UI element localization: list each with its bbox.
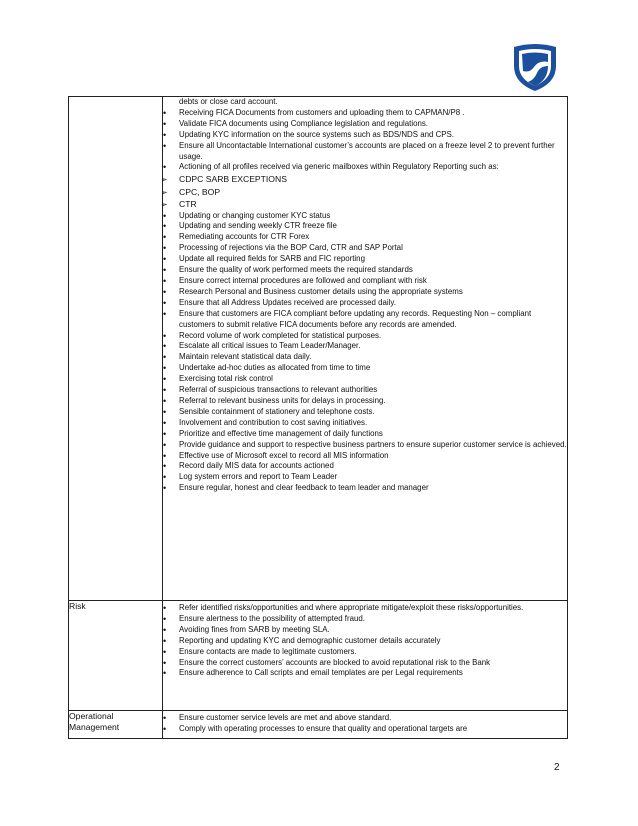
list-item bbox=[163, 108, 567, 119]
list-item bbox=[163, 385, 567, 396]
list-item bbox=[163, 232, 567, 243]
list-item bbox=[163, 429, 567, 440]
list-item-text: Ensure that customers are FICA compliant before updating any records. Requesting Non – compliant customers to submit relative FICA documents before any records are amended. bbox=[179, 308, 532, 329]
row-label-operational-management: Operational Management bbox=[69, 711, 163, 739]
list-item bbox=[163, 461, 567, 472]
arrow-bullet-icon bbox=[163, 173, 175, 186]
bullet-icon bbox=[163, 309, 175, 321]
row-label bbox=[69, 97, 163, 601]
list-item bbox=[163, 603, 567, 614]
row-content bbox=[163, 601, 568, 711]
list-item-text: Effective use of Microsoft excel to record all MIS information bbox=[179, 450, 389, 460]
list-item bbox=[163, 341, 567, 352]
list-item bbox=[163, 130, 567, 141]
list-item-text: Reporting and updating KYC and demographic customer details accurately bbox=[179, 635, 441, 645]
list-item bbox=[163, 724, 567, 735]
list-item-text: Undertake ad-hoc duties as allocated from time to time bbox=[179, 363, 371, 373]
list-item bbox=[163, 119, 567, 130]
list-item-text: Processing of rejections via the BOP Card, CTR and SAP Portal bbox=[179, 243, 403, 253]
list-item bbox=[163, 243, 567, 254]
list-item-text: Actioning of all profiles received via generic mailboxes within Regulatory Reporting such as: bbox=[179, 162, 499, 172]
list-item bbox=[163, 713, 567, 724]
row-label-risk: Risk bbox=[69, 601, 163, 711]
list-item-text: Research Personal and Business customer details using the appropriate systems bbox=[179, 286, 463, 296]
list-item-text: Referral of suspicious transactions to relevant authorities bbox=[179, 385, 378, 395]
list-item-text: Ensure the correct customers’ accounts are blocked to avoid reputational risk to the Bank bbox=[179, 657, 491, 667]
list-item-text: Ensure correct internal procedures are followed and compliant with risk bbox=[179, 276, 427, 285]
list-item-text: Log system errors and report to Team Leader bbox=[179, 472, 338, 482]
list-item-text: Update all required fields for SARB and FIC reporting bbox=[179, 254, 365, 264]
bullet-icon bbox=[163, 141, 175, 153]
table-row bbox=[69, 601, 568, 711]
row-content bbox=[163, 711, 568, 739]
list-item-text: Referral to relevant business units for delays in processing. bbox=[179, 395, 386, 405]
list-item-text: CTR bbox=[179, 199, 197, 210]
list-item-text: Updating or changing customer KYC status bbox=[179, 210, 331, 220]
table-row bbox=[69, 97, 568, 601]
arrow-bullet-icon bbox=[163, 198, 175, 211]
operational-management-list bbox=[163, 713, 567, 735]
job-description-table bbox=[68, 96, 568, 739]
sub-list-item bbox=[163, 173, 567, 185]
list-item bbox=[163, 352, 567, 363]
risk-list bbox=[163, 603, 567, 679]
list-item bbox=[163, 451, 567, 462]
list-item bbox=[163, 97, 567, 108]
list-item bbox=[163, 162, 567, 173]
list-item bbox=[163, 407, 567, 418]
list-item bbox=[163, 363, 567, 374]
list-item-text: Ensure the quality of work performed meets the required standards bbox=[179, 265, 413, 275]
list-item bbox=[163, 440, 567, 451]
bank-shield-logo-icon bbox=[512, 42, 558, 92]
list-item-text: Updating and sending weekly CTR freeze file bbox=[179, 221, 337, 231]
list-item-text: Ensure adherence to Call scripts and email templates are per Legal requirements bbox=[179, 668, 463, 678]
bullet-icon bbox=[163, 668, 175, 680]
list-item-text: Maintain relevant statistical data daily. bbox=[179, 352, 312, 362]
list-item-text: Prioritize and effective time management of daily functions bbox=[179, 428, 383, 438]
list-item-text: Escalate all critical issues to Team Leader/Manager. bbox=[179, 341, 361, 351]
list-item-text: Provide guidance and support to respective business partners to ensure superior customer service is achieved. bbox=[179, 439, 567, 449]
page-number: 2 bbox=[554, 762, 560, 773]
list-item-text: Validate FICA documents using Compliance legislation and regulations. bbox=[179, 118, 428, 128]
list-item-text: Involvement and contribution to cost saving initiatives. bbox=[179, 417, 368, 427]
list-item-text: Remediating accounts for CTR Forex bbox=[179, 232, 310, 242]
list-item-text: Ensure alertness to the possibility of attempted fraud. bbox=[179, 613, 365, 623]
list-item-text: Updating KYC information on the source systems such as BDS/NDS and CPS. bbox=[179, 129, 454, 139]
bullet-icon bbox=[163, 483, 175, 495]
list-item-text: CPC, BOP bbox=[179, 186, 221, 197]
list-item bbox=[163, 309, 567, 331]
bullet-icon bbox=[163, 724, 175, 736]
list-item-text: Record daily MIS data for accounts actioned bbox=[179, 461, 334, 471]
list-item bbox=[163, 254, 567, 265]
list-item bbox=[163, 614, 567, 625]
list-item-text: Ensure customer service levels are met and above standard. bbox=[179, 713, 392, 722]
list-item bbox=[163, 276, 567, 287]
list-item bbox=[163, 472, 567, 483]
list-item-text: Receiving FICA Documents from customers and uploading them to CAPMAN/P8 . bbox=[179, 107, 465, 117]
list-item-text: Ensure contacts are made to legitimate customers. bbox=[179, 646, 357, 656]
list-item-text: Refer identified risks/opportunities and where appropriate mitigate/exploit these risks/opportunities. bbox=[179, 603, 524, 612]
list-item bbox=[163, 658, 567, 669]
list-item bbox=[163, 211, 567, 222]
list-item-text: Ensure regular, honest and clear feedback to team leader and manager bbox=[179, 483, 429, 493]
sub-list-item bbox=[163, 198, 567, 210]
responsibility-list bbox=[163, 97, 567, 494]
list-item-text: Exercising total risk control bbox=[179, 374, 273, 384]
list-item-text: Ensure that all Address Updates received are processed daily. bbox=[179, 297, 396, 307]
sub-list-item bbox=[163, 186, 567, 198]
list-item bbox=[163, 625, 567, 636]
arrow-bullet-icon bbox=[163, 186, 175, 199]
list-item bbox=[163, 298, 567, 309]
list-item bbox=[163, 374, 567, 385]
list-item bbox=[163, 396, 567, 407]
list-item bbox=[163, 287, 567, 298]
list-item-text: Comply with operating processes to ensure that quality and operational targets are bbox=[179, 723, 468, 733]
list-item bbox=[163, 331, 567, 342]
list-item-text: debts or close card account. bbox=[179, 97, 278, 106]
list-item-text: CDPC SARB EXCEPTIONS bbox=[179, 174, 287, 185]
list-item-text: Sensible containment of stationery and telephone costs. bbox=[179, 406, 375, 416]
list-item bbox=[163, 221, 567, 232]
list-item bbox=[163, 265, 567, 276]
list-item-text: Record volume of work completed for statistical purposes. bbox=[179, 330, 382, 340]
table-row bbox=[69, 711, 568, 739]
list-item-text: Ensure all Uncontactable International customer’s accounts are placed on a freeze level 2 to prevent further usage. bbox=[179, 140, 555, 161]
list-item bbox=[163, 668, 567, 679]
list-item bbox=[163, 418, 567, 429]
list-item bbox=[163, 647, 567, 658]
row-content bbox=[163, 97, 568, 601]
list-item bbox=[163, 636, 567, 647]
list-item bbox=[163, 141, 567, 163]
list-item-text: Avoiding fines from SARB by meeting SLA. bbox=[179, 624, 330, 634]
list-item bbox=[163, 483, 567, 494]
